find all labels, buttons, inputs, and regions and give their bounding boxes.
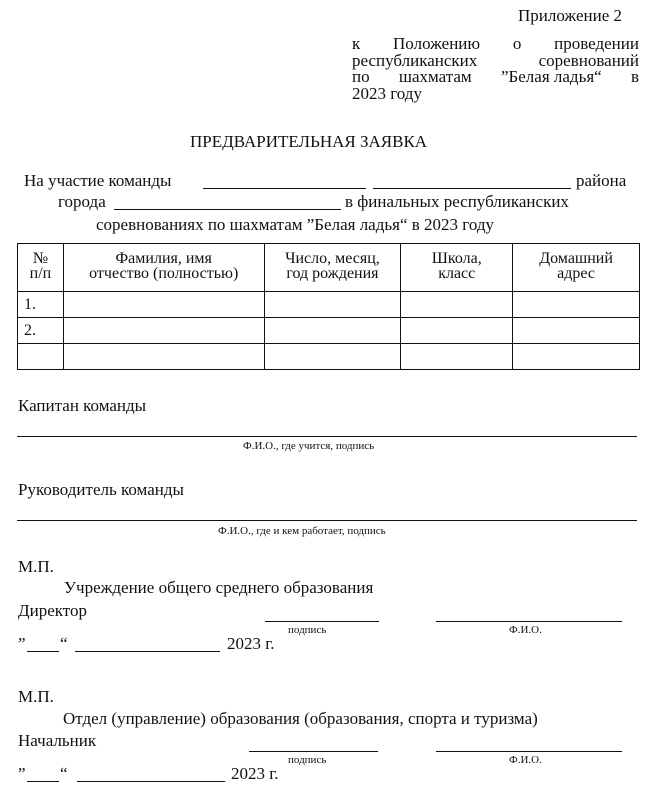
cell-full-name[interactable] — [63, 292, 264, 318]
cell-address[interactable] — [513, 292, 640, 318]
dept-name-blank[interactable] — [436, 751, 622, 752]
cell-full-name[interactable] — [63, 344, 264, 370]
school-day-blank[interactable] — [27, 651, 59, 652]
captain-caption: Ф.И.О., где учится, подпись — [243, 440, 375, 452]
header-text: Школа, — [431, 250, 482, 267]
captain-label: Капитан команды — [18, 396, 147, 415]
school-role: Директор — [18, 601, 87, 620]
header-full-name — [63, 244, 264, 292]
cell-address[interactable] — [513, 318, 640, 344]
dept-name-caption: Ф.И.О. — [509, 754, 542, 766]
intro-city-label: города — [58, 192, 106, 211]
team-name-blank[interactable] — [203, 188, 366, 189]
cell-birth-date[interactable] — [264, 292, 401, 318]
header-school — [401, 244, 513, 292]
dept-institution: Отдел (управление) образования (образования, спорта и туризма) — [63, 709, 538, 728]
appendix-word: по — [352, 67, 370, 86]
document-title: ПРЕДВАРИТЕЛЬНАЯ ЗАЯВКА — [190, 132, 428, 151]
school-stamp-label: М.П. — [18, 557, 54, 576]
leader-blank[interactable] — [17, 520, 637, 521]
appendix-word: Положению — [393, 34, 481, 53]
header-text: класс — [438, 265, 476, 282]
header-text: Число, месяц, — [285, 250, 380, 267]
header-text: Фамилия, имя — [115, 250, 212, 267]
intro-district-label: района — [576, 171, 627, 190]
cell-school[interactable] — [401, 318, 513, 344]
header-number — [18, 244, 64, 292]
appendix-title: Приложение 2 — [518, 6, 622, 25]
table-row — [18, 344, 640, 370]
dept-stamp-label: М.П. — [18, 687, 54, 706]
dept-quote-open: ” — [18, 764, 26, 783]
appendix-word: в — [630, 67, 639, 86]
intro-team-label: На участие команды — [24, 171, 172, 190]
header-birth-date — [264, 244, 401, 292]
dept-quote-close: “ — [60, 764, 68, 783]
cell-school[interactable] — [401, 292, 513, 318]
school-name-blank[interactable] — [436, 621, 622, 622]
cell-birth-date[interactable] — [264, 344, 401, 370]
header-address — [513, 244, 640, 292]
table-row — [18, 292, 640, 318]
dept-year: 2023 г. — [231, 764, 279, 783]
district-name-blank[interactable] — [373, 188, 571, 189]
row-number — [18, 344, 64, 370]
header-text: п/п — [29, 265, 52, 282]
leader-caption: Ф.И.О., где и кем работает, подпись — [218, 525, 386, 537]
appendix-word: соревнований — [538, 50, 639, 70]
leader-label: Руководитель команды — [18, 480, 184, 499]
appendix-word: о — [512, 34, 522, 53]
captain-blank[interactable] — [17, 436, 637, 437]
appendix-word: республиканских — [352, 50, 478, 70]
dept-role: Начальник — [18, 731, 97, 750]
school-name-caption: Ф.И.О. — [509, 624, 542, 636]
cell-school[interactable] — [401, 344, 513, 370]
dept-month-blank[interactable] — [77, 781, 225, 782]
intro-competition-text: соревнованиях по шахматам ”Белая ладья“ в 2023 году — [96, 215, 494, 234]
appendix-word: к — [352, 34, 361, 53]
school-institution: Учреждение общего среднего образования — [64, 578, 374, 597]
school-quote-open: ” — [18, 634, 26, 653]
row-number: 2. — [18, 318, 64, 344]
school-quote-close: “ — [60, 634, 68, 653]
appendix-word: ”Белая ладья“ — [500, 67, 602, 86]
dept-day-blank[interactable] — [27, 781, 59, 782]
header-text: адрес — [557, 265, 595, 282]
school-signature-caption: подпись — [288, 624, 327, 636]
header-text: отчество (полностью) — [89, 265, 239, 282]
header-text: № — [32, 250, 49, 267]
school-year: 2023 г. — [227, 634, 275, 653]
dept-signature-caption: подпись — [288, 754, 327, 766]
city-name-blank[interactable] — [114, 209, 341, 210]
table-header-row — [18, 244, 640, 292]
intro-finals-text: в финальных республиканских — [345, 192, 569, 211]
cell-address[interactable] — [513, 344, 640, 370]
appendix-line-4: 2023 году — [352, 83, 422, 103]
dept-signature-blank[interactable] — [249, 751, 378, 752]
appendix-word: проведении — [554, 34, 639, 53]
cell-birth-date[interactable] — [264, 318, 401, 344]
appendix-word: шахматам — [398, 67, 472, 86]
row-number: 1. — [18, 292, 64, 318]
school-month-blank[interactable] — [75, 651, 220, 652]
header-text: год рождения — [286, 265, 379, 282]
participants-table — [17, 243, 640, 370]
school-signature-blank[interactable] — [265, 621, 379, 622]
appendix-reference — [352, 36, 639, 102]
header-text: Домашний — [539, 250, 613, 267]
table-row — [18, 318, 640, 344]
cell-full-name[interactable] — [63, 318, 264, 344]
